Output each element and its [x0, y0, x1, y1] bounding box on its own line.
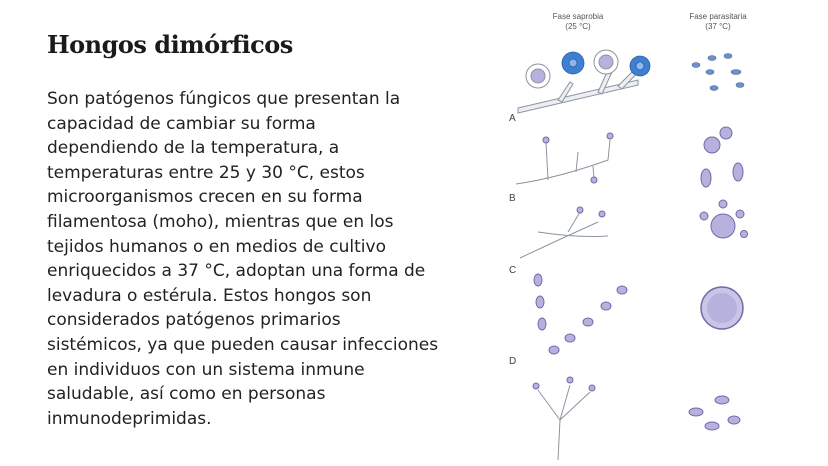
row-e-parasitic-yeast — [689, 396, 740, 430]
row-c-saprobic-mold — [520, 207, 608, 258]
row-b-saprobic-mold — [516, 133, 613, 184]
row-c-parasitic-yeast — [700, 200, 748, 238]
row-d-parasitic-spherule — [701, 287, 743, 329]
slide-body-text: Son patógenos fúngicos que presentan la capacidad de cambiar su forma dependiendo de la temperatura, a temperaturas entre 25 y 30 °C, estos microorganismos crecen en su forma filamentosa (moho), mientras que en los tejidos humanos o en medios de cultivo enriquecidos a 37 °C, adoptan una forma de levadura o estérula. Estos hongos son considerados patógenos primarios sistémicos, ya que pueden causar infecciones en individuos con un sistema inmune saludable, así como en personas inmunodeprimidas. — [47, 89, 439, 429]
saprobic-phase-label: Fase saprobia (25 °C) — [552, 12, 604, 31]
row-label-d: D — [509, 356, 517, 367]
row-b-parasitic-yeast — [701, 127, 743, 187]
parasitic-phase-label: Fase parasitaria (37 °C) — [689, 12, 747, 31]
row-e-saprobic-mold — [533, 377, 595, 460]
fungi-illustration — [498, 0, 828, 466]
row-label-b: B — [509, 193, 516, 204]
row-label-a: A — [509, 113, 516, 124]
dimorphic-fungi-figure — [498, 0, 828, 466]
row-d-saprobic-mold — [534, 274, 627, 354]
row-label-c: C — [509, 265, 517, 276]
slide-title: Hongos dimórficos — [47, 30, 293, 59]
row-a-parasitic-yeast — [692, 54, 744, 91]
